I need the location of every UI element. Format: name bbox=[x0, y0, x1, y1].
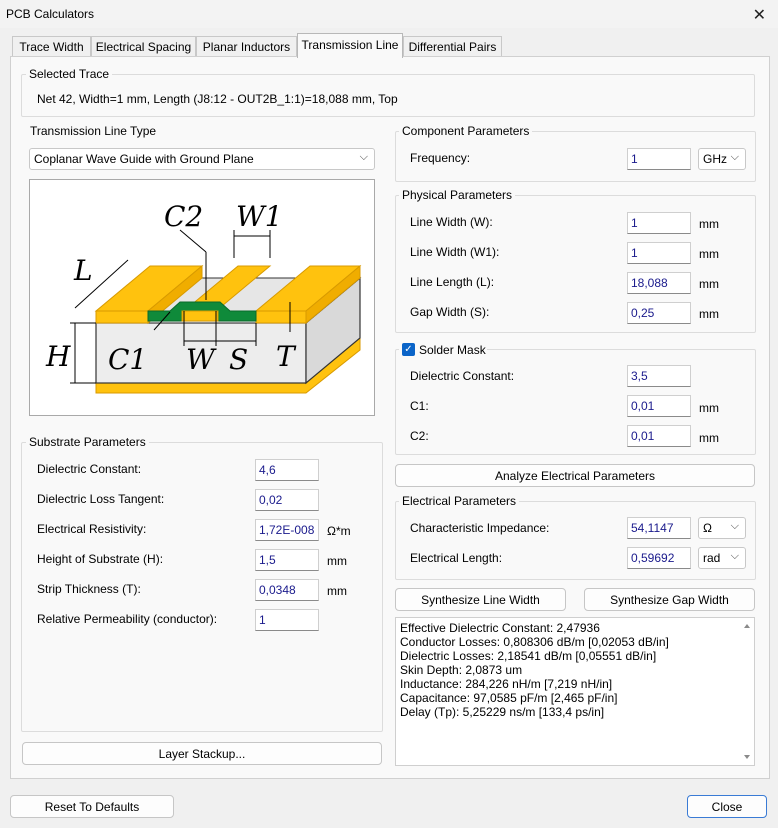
substrate-height-unit: mm bbox=[327, 554, 347, 568]
impedance-input[interactable]: 54,1147 bbox=[627, 517, 691, 539]
solder-mask-label: C1: bbox=[410, 399, 429, 413]
frequency-input[interactable]: 1 bbox=[627, 148, 691, 170]
component-title: Component Parameters bbox=[399, 124, 532, 138]
line-type-value: Coplanar Wave Guide with Ground Plane bbox=[34, 152, 254, 166]
mask-c2-unit: mm bbox=[699, 431, 719, 445]
analyze-button[interactable]: Analyze Electrical Parameters bbox=[395, 464, 755, 487]
diagram-label-w: W bbox=[186, 343, 215, 376]
physical-label: Line Width (W1): bbox=[410, 245, 500, 259]
diagram-label-t: T bbox=[276, 340, 295, 373]
results-line: Delay (Tp): 5,25229 ns/m [133,4 ps/in] bbox=[400, 705, 605, 719]
substrate-title: Substrate Parameters bbox=[26, 435, 149, 449]
impedance-label: Characteristic Impedance: bbox=[410, 521, 550, 535]
mask-c2-input[interactable]: 0,01 bbox=[627, 425, 691, 447]
resistivity-input[interactable]: 1,72E-008 bbox=[255, 519, 319, 541]
selected-trace-info: Net 42, Width=1 mm, Length (J8:12 - OUT2B_1:1)=18,088 mm, Top bbox=[37, 92, 398, 106]
selected-trace-title: Selected Trace bbox=[26, 67, 112, 81]
strip-thickness-unit: mm bbox=[327, 584, 347, 598]
impedance-unit-value: Ω bbox=[703, 521, 712, 535]
frequency-unit-select[interactable] bbox=[698, 148, 746, 170]
diagram-label-s: S bbox=[229, 343, 249, 376]
diagram-label-c1: C1 bbox=[108, 343, 148, 376]
results-line: Inductance: 284,226 nH/m [7,219 nH/in] bbox=[400, 677, 613, 691]
electrical-length-input[interactable]: 0,59692 bbox=[627, 547, 691, 569]
close-button[interactable]: Close bbox=[687, 795, 767, 818]
results-line: Capacitance: 97,0585 pF/m [2,465 pF/in] bbox=[400, 691, 618, 705]
gap-width-unit: mm bbox=[699, 307, 719, 321]
physical-title: Physical Parameters bbox=[399, 188, 515, 202]
line-width-w1-unit: mm bbox=[699, 247, 719, 261]
physical-label: Line Length (L): bbox=[410, 275, 495, 289]
diagram-label-w1: W1 bbox=[236, 200, 283, 233]
loss-tangent-input[interactable]: 0,02 bbox=[255, 489, 319, 511]
chevron-down-icon: ⌵ bbox=[730, 151, 739, 163]
diagram-label-l: L bbox=[74, 254, 93, 287]
line-length-unit: mm bbox=[699, 277, 719, 291]
permeability-input[interactable]: 1 bbox=[255, 609, 319, 631]
resistivity-unit: Ω*m bbox=[327, 524, 351, 538]
tab-planar-inductors[interactable]: Planar Inductors bbox=[196, 36, 297, 57]
results-scrollbar[interactable] bbox=[741, 619, 753, 764]
frequency-unit-value: GHz bbox=[703, 152, 727, 166]
results-line: Skin Depth: 2,0873 um bbox=[400, 663, 523, 677]
line-type-select[interactable] bbox=[29, 148, 375, 170]
substrate-label: Dielectric Constant: bbox=[37, 462, 142, 476]
results-text-area[interactable] bbox=[395, 617, 755, 766]
substrate-label: Height of Substrate (H): bbox=[37, 552, 164, 566]
scrollbar-arrows-icon bbox=[741, 619, 753, 764]
physical-label: Line Width (W): bbox=[410, 215, 493, 229]
layer-stackup-button[interactable]: Layer Stackup... bbox=[22, 742, 382, 765]
substrate-label: Relative Permeability (conductor): bbox=[37, 612, 218, 626]
window-title: PCB Calculators bbox=[6, 7, 95, 21]
line-width-w-unit: mm bbox=[699, 217, 719, 231]
electrical-length-label: Electrical Length: bbox=[410, 551, 503, 565]
gap-width-input[interactable]: 0,25 bbox=[627, 302, 691, 324]
diagram-label-h: H bbox=[46, 340, 71, 373]
line-width-w-input[interactable]: 1 bbox=[627, 212, 691, 234]
substrate-label: Electrical Resistivity: bbox=[37, 522, 147, 536]
electrical-length-unit-select[interactable] bbox=[698, 547, 746, 569]
substrate-label: Strip Thickness (T): bbox=[37, 582, 141, 596]
reset-defaults-button[interactable]: Reset To Defaults bbox=[10, 795, 174, 818]
chevron-down-icon: ⌵ bbox=[730, 550, 739, 562]
line-width-w1-input[interactable]: 1 bbox=[627, 242, 691, 264]
diagram-label-c2: C2 bbox=[164, 200, 204, 233]
solder-mask-label: Dielectric Constant: bbox=[410, 369, 515, 383]
tab-transmission-line[interactable]: Transmission Line bbox=[297, 33, 403, 58]
mask-dielectric-input[interactable]: 3,5 bbox=[627, 365, 691, 387]
substrate-height-input[interactable]: 1,5 bbox=[255, 549, 319, 571]
electrical-title: Electrical Parameters bbox=[399, 494, 519, 508]
line-length-input[interactable]: 18,088 bbox=[627, 272, 691, 294]
chevron-down-icon: ⌵ bbox=[359, 151, 368, 163]
solder-mask-title: Solder Mask bbox=[419, 343, 486, 357]
strip-thickness-input[interactable]: 0,0348 bbox=[255, 579, 319, 601]
close-icon[interactable]: ✕ bbox=[752, 7, 766, 24]
results-line: Effective Dielectric Constant: 2,47936 bbox=[400, 621, 600, 635]
results-line: Dielectric Losses: 2,18541 dB/m [0,05551 dB/in] bbox=[400, 649, 657, 663]
dielectric-constant-input[interactable]: 4,6 bbox=[255, 459, 319, 481]
synthesize-gap-button[interactable]: Synthesize Gap Width bbox=[584, 588, 755, 611]
title-bar bbox=[0, 0, 778, 28]
tab-electrical-spacing[interactable]: Electrical Spacing bbox=[91, 36, 196, 57]
solder-mask-checkbox[interactable]: ✓ bbox=[402, 343, 415, 356]
chevron-down-icon: ⌵ bbox=[730, 520, 739, 532]
results-line: Conductor Losses: 0,808306 dB/m [0,02053 dB/in] bbox=[400, 635, 669, 649]
line-type-diagram bbox=[29, 179, 375, 416]
tab-trace-width[interactable]: Trace Width bbox=[12, 36, 91, 57]
solder-mask-label: C2: bbox=[410, 429, 429, 443]
substrate-label: Dielectric Loss Tangent: bbox=[37, 492, 165, 506]
synthesize-width-button[interactable]: Synthesize Line Width bbox=[395, 588, 566, 611]
electrical-length-unit-value: rad bbox=[703, 551, 721, 565]
tab-differential-pairs[interactable]: Differential Pairs bbox=[403, 36, 502, 57]
line-type-title: Transmission Line Type bbox=[27, 124, 159, 138]
physical-label: Gap Width (S): bbox=[410, 305, 490, 319]
mask-c1-input[interactable]: 0,01 bbox=[627, 395, 691, 417]
impedance-unit-select[interactable] bbox=[698, 517, 746, 539]
frequency-label: Frequency: bbox=[410, 151, 471, 165]
mask-c1-unit: mm bbox=[699, 401, 719, 415]
